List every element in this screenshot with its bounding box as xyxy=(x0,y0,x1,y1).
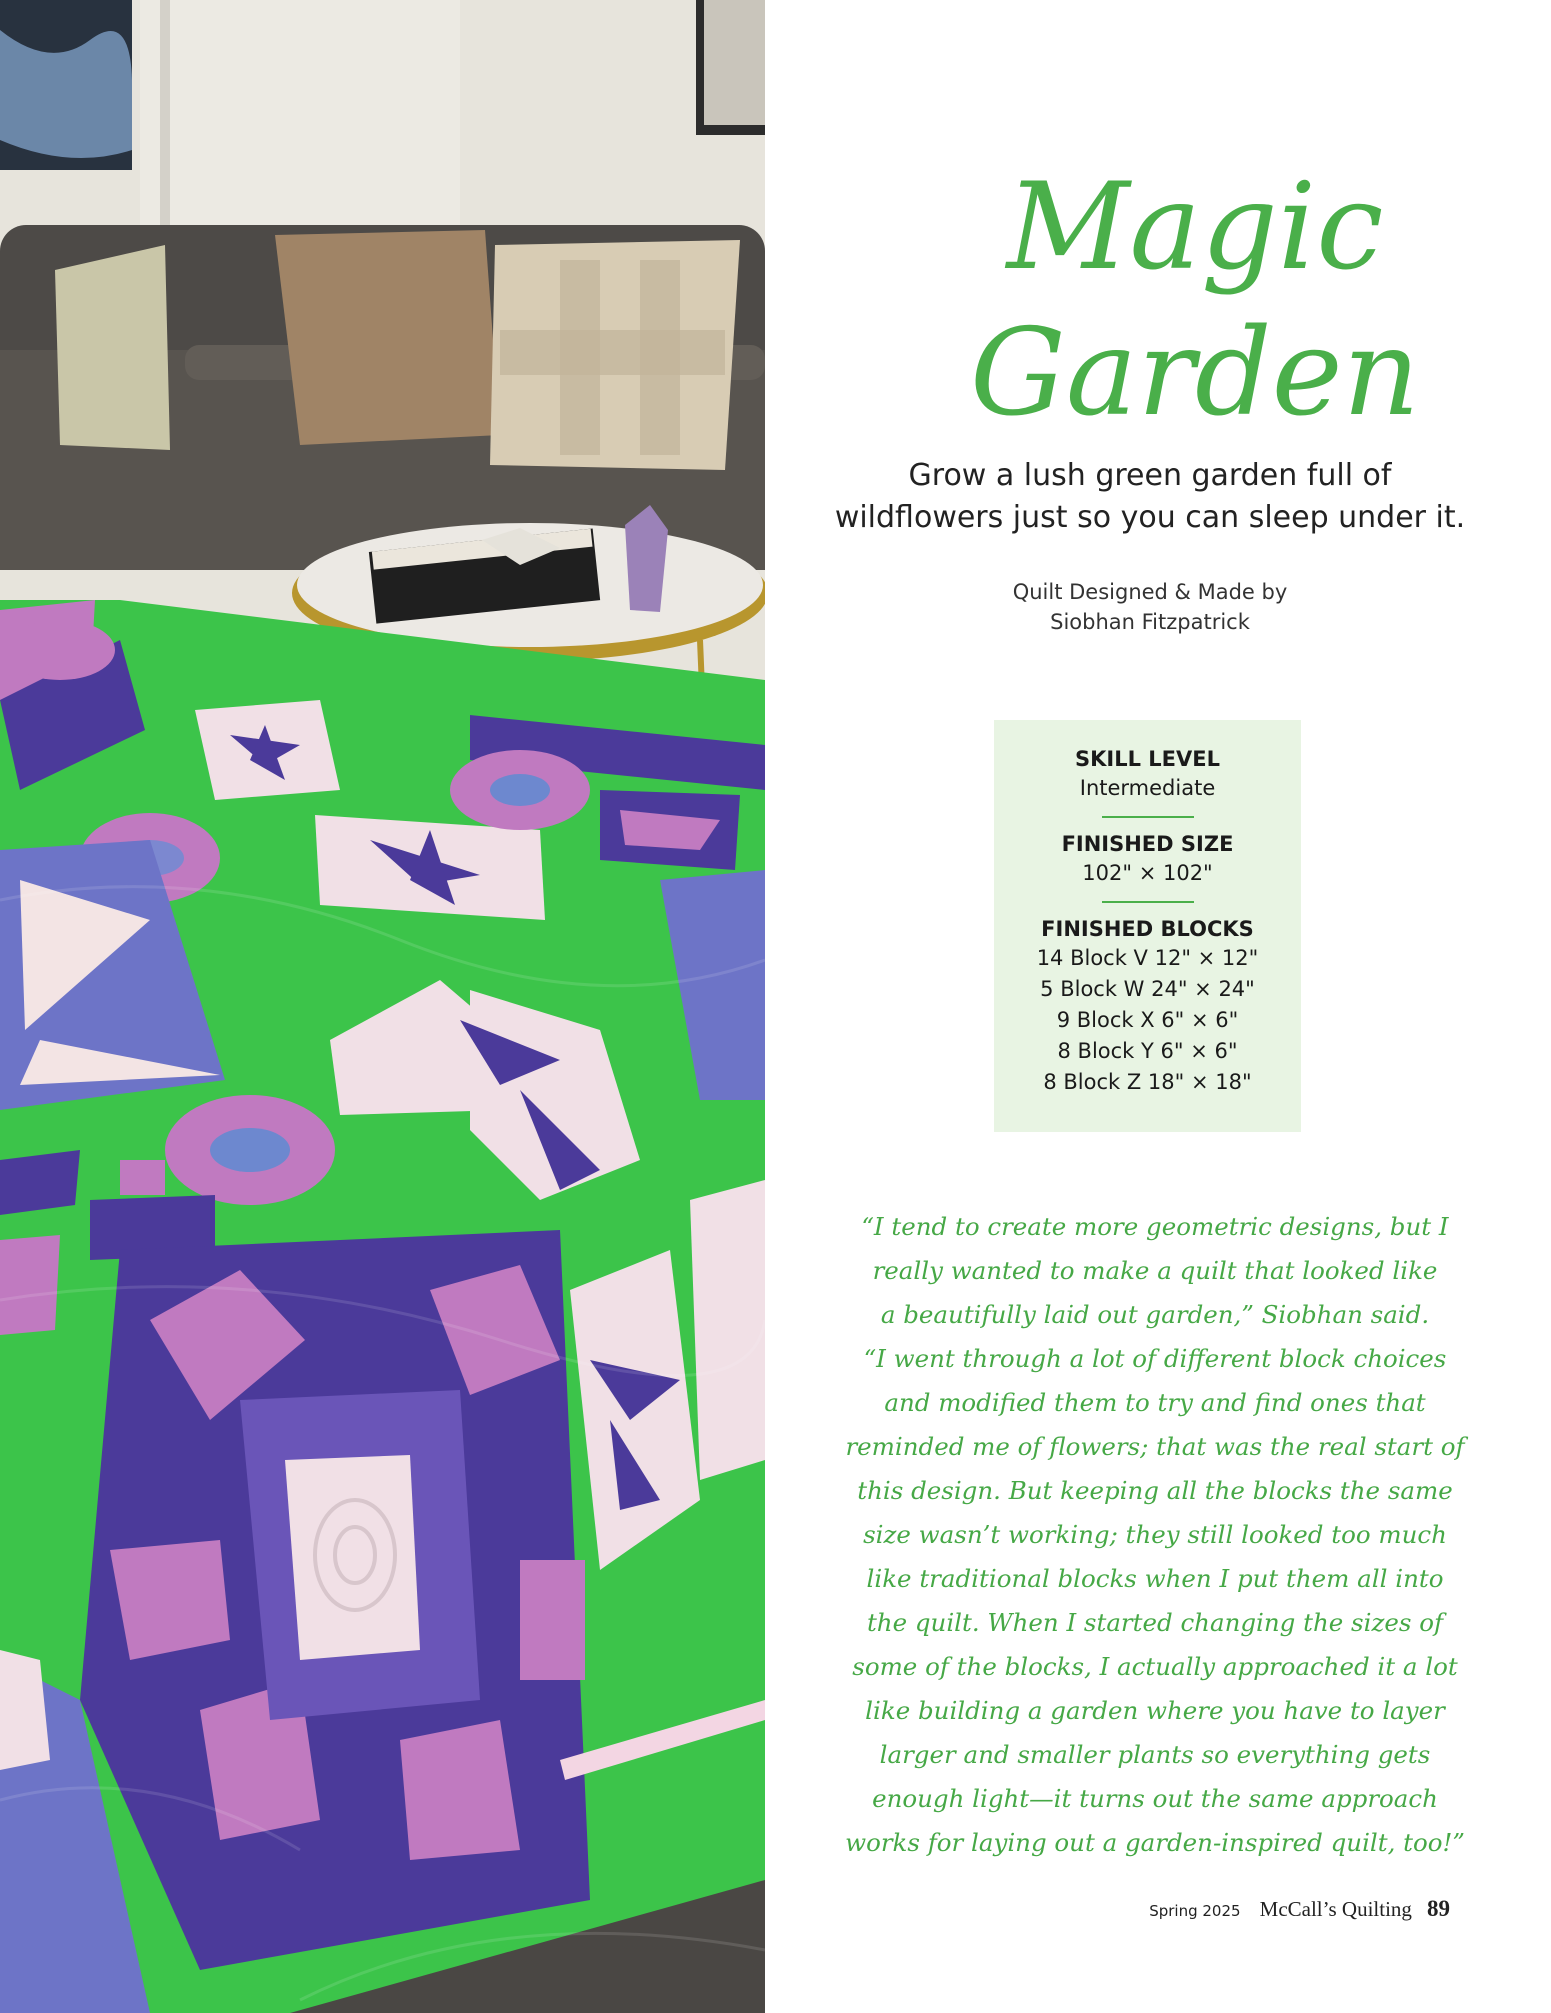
quote-line: reminded me of flowers; that was the real start of xyxy=(845,1432,1465,1461)
subtitle-line-2: wildflowers just so you can sleep under it. xyxy=(834,500,1466,535)
quote-line: really wanted to make a quilt that looked like xyxy=(872,1256,1438,1285)
skill-level-value: Intermediate xyxy=(1079,776,1216,800)
designer-quote xyxy=(805,1205,1505,1865)
credit-line-1: Quilt Designed & Made by xyxy=(1012,580,1288,604)
info-divider xyxy=(1102,901,1194,903)
credit-line-2: Siobhan Fitzpatrick xyxy=(1050,610,1250,634)
quote-line: works for laying out a garden-inspired quilt, too!” xyxy=(845,1828,1465,1857)
quote-line: enough light—it turns out the same approach xyxy=(872,1784,1438,1813)
quote-line: some of the blocks, I actually approached it a lot xyxy=(852,1652,1458,1681)
block-entry: 8 Block Y 6" × 6" xyxy=(1057,1039,1238,1063)
block-entry: 9 Block X 6" × 6" xyxy=(1056,1008,1239,1032)
article-subtitle xyxy=(790,455,1510,539)
quote-line: and modified them to try and find ones that xyxy=(884,1388,1426,1417)
quote-line: “I went through a lot of different block choices xyxy=(863,1344,1447,1373)
quote-line: this design. But keeping all the blocks the same xyxy=(857,1476,1453,1505)
subtitle-line-1: Grow a lush green garden full of xyxy=(908,458,1392,493)
issue-label: Spring 2025 xyxy=(1149,1902,1241,1920)
finished-size-label: FINISHED SIZE xyxy=(1061,832,1234,856)
article-title xyxy=(880,155,1510,447)
block-entry: 14 Block V 12" × 12" xyxy=(1036,946,1259,970)
pattern-info-box xyxy=(994,720,1301,1132)
page-footer xyxy=(1010,1896,1450,1930)
quote-line: like traditional blocks when I put them all into xyxy=(866,1564,1444,1593)
quote-line: the quilt. When I started changing the sizes of xyxy=(866,1608,1444,1637)
magazine-name: McCall’s Quilting xyxy=(1259,1897,1412,1921)
title-line-1: Magic xyxy=(1006,158,1384,297)
skill-level-label: SKILL LEVEL xyxy=(1075,747,1220,771)
info-divider xyxy=(1102,816,1194,818)
finished-size-value: 102" × 102" xyxy=(1082,861,1213,885)
quilt-photo xyxy=(0,0,765,2013)
quote-line: size wasn’t working; they still looked too much xyxy=(863,1520,1447,1549)
quote-line: larger and smaller plants so everything gets xyxy=(879,1740,1431,1769)
quote-line: a beautifully laid out garden,” Siobhan said. xyxy=(880,1300,1430,1329)
title-line-2: Garden xyxy=(970,304,1420,443)
block-entry: 5 Block W 24" × 24" xyxy=(1040,977,1255,1001)
designer-credit xyxy=(900,577,1400,637)
quote-line: like building a garden where you have to layer xyxy=(865,1696,1445,1725)
page-number: 89 xyxy=(1427,1896,1450,1921)
block-entry: 8 Block Z 18" × 18" xyxy=(1043,1070,1252,1094)
finished-blocks-label: FINISHED BLOCKS xyxy=(1041,917,1254,941)
quote-line: “I tend to create more geometric designs, but I xyxy=(861,1212,1449,1241)
